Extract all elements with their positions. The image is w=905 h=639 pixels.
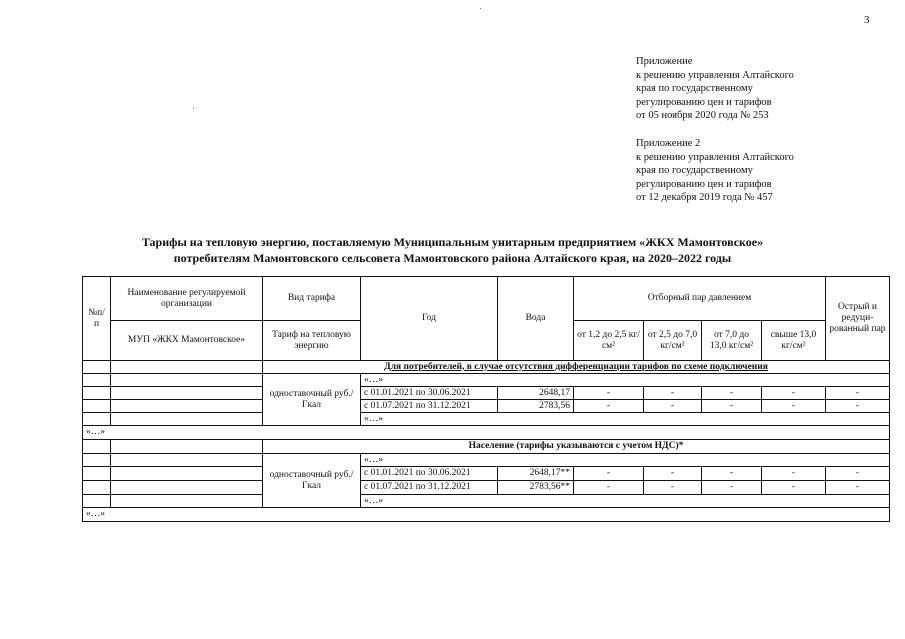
section-2-tariff: одноставочный руб./Гкал bbox=[263, 454, 361, 508]
table-row bbox=[83, 413, 890, 426]
appendix-1-line: края по государственному bbox=[636, 83, 753, 95]
page-number: 3 bbox=[864, 14, 870, 26]
header-pressure-3: от 7,0 до 13,0 кг/см² bbox=[702, 321, 762, 361]
dash-cell: - bbox=[702, 400, 762, 413]
appendix-1-line: регулированию цен и тарифов bbox=[636, 96, 772, 108]
dash-cell: - bbox=[574, 467, 644, 481]
table-row bbox=[83, 440, 890, 454]
document-title bbox=[0, 234, 905, 266]
section-2-ellipsis-top: «…» bbox=[361, 454, 890, 467]
header-water: Вода bbox=[498, 277, 574, 361]
dash-cell: - bbox=[762, 481, 826, 495]
water-cell: 2648,17 bbox=[498, 387, 574, 400]
dash-cell: - bbox=[702, 467, 762, 481]
appendix-2-block bbox=[636, 137, 794, 205]
dash-cell: - bbox=[574, 387, 644, 400]
water-cell: 2648,17** bbox=[498, 467, 574, 481]
table-header-row bbox=[83, 277, 890, 321]
table-row bbox=[83, 400, 890, 413]
scan-speck bbox=[193, 108, 194, 109]
appendix-1-line: Приложение bbox=[636, 56, 693, 67]
appendix-2-line: от 12 декабря 2019 года № 457 bbox=[636, 192, 773, 204]
section-2-ellipsis-bottom: «…» bbox=[361, 495, 890, 508]
table-row bbox=[83, 374, 890, 387]
header-type: Вид тарифа bbox=[263, 277, 361, 321]
title-line: потребителям Мамонтовского сельсовета Мамонтовского района Алтайского края, на 2020–2022 годы bbox=[173, 251, 732, 265]
appendix-2-line: регулированию цен и тарифов bbox=[636, 178, 772, 190]
gap-ellipsis-2: «…» bbox=[83, 508, 890, 522]
water-cell: 2783,56 bbox=[498, 400, 574, 413]
dash-cell: - bbox=[762, 467, 826, 481]
header-org: Наименование регулируемой организации bbox=[111, 277, 263, 321]
section-1-tariff: одноставочный руб./Гкал bbox=[263, 374, 361, 426]
dash-cell: - bbox=[574, 481, 644, 495]
table-row bbox=[83, 495, 890, 508]
dash-cell: - bbox=[644, 467, 702, 481]
scan-speck bbox=[480, 8, 481, 9]
table-row bbox=[83, 454, 890, 467]
title-line: Тарифы на тепловую энергию, поставляемую Муниципальным унитарным предприятием «ЖКХ Мамонтовское» bbox=[141, 235, 764, 249]
section-1-ellipsis-bottom: «…» bbox=[361, 413, 890, 426]
gap-ellipsis-1: «…» bbox=[83, 426, 890, 440]
header-pressure-1: от 1,2 до 2,5 кг/см² bbox=[574, 321, 644, 361]
tariff-kind: Тариф на тепловую энергию bbox=[263, 321, 361, 361]
appendix-2-line: края по государственному bbox=[636, 165, 753, 177]
table-row bbox=[83, 467, 890, 481]
water-cell: 2783,56** bbox=[498, 481, 574, 495]
appendix-1-line: к решению управления Алтайского bbox=[636, 69, 794, 81]
dash-cell: - bbox=[826, 387, 890, 400]
appendix-2-line: Приложение 2 bbox=[636, 138, 701, 149]
dash-cell: - bbox=[644, 481, 702, 495]
dash-cell: - bbox=[762, 387, 826, 400]
dash-cell: - bbox=[702, 387, 762, 400]
dash-cell: - bbox=[702, 481, 762, 495]
dash-cell: - bbox=[762, 400, 826, 413]
appendix-1-line: от 05 ноября 2020 года № 253 bbox=[636, 110, 769, 122]
period-cell: с 01.01.2021 по 30.06.2021 bbox=[361, 467, 498, 481]
table-row bbox=[83, 361, 890, 374]
header-sharp-steam: Острый и редуци-рованный пар bbox=[826, 277, 890, 361]
period-cell: с 01.01.2021 по 30.06.2021 bbox=[361, 387, 498, 400]
appendix-1-block bbox=[636, 55, 794, 123]
period-cell: с 01.07.2021 по 31.12.2021 bbox=[361, 400, 498, 413]
table-row bbox=[83, 481, 890, 495]
table-row bbox=[83, 508, 890, 522]
header-steam: Отборный пар давлением bbox=[574, 277, 826, 321]
table-row bbox=[83, 426, 890, 440]
dash-cell: - bbox=[826, 481, 890, 495]
tariff-table bbox=[82, 276, 890, 522]
table-row bbox=[83, 387, 890, 400]
org-name: МУП «ЖКХ Мамонтовское» bbox=[111, 321, 263, 361]
section-1-ellipsis-top: «…» bbox=[361, 374, 890, 387]
dash-cell: - bbox=[826, 467, 890, 481]
dash-cell: - bbox=[644, 387, 702, 400]
dash-cell: - bbox=[826, 400, 890, 413]
dash-cell: - bbox=[644, 400, 702, 413]
header-num: №п/п bbox=[83, 277, 111, 361]
header-pressure-4: свыше 13,0 кг/см² bbox=[762, 321, 826, 361]
section-2-title: Население (тарифы указываются с учетом НДС)* bbox=[263, 440, 890, 454]
header-pressure-2: от 2,5 до 7,0 кг/см² bbox=[644, 321, 702, 361]
dash-cell: - bbox=[574, 400, 644, 413]
period-cell: с 01.07.2021 по 31.12.2021 bbox=[361, 481, 498, 495]
section-1-title: Для потребителей, в случае отсутствия дифференциации тарифов по схеме подключения bbox=[263, 361, 890, 374]
appendix-2-line: к решению управления Алтайского bbox=[636, 151, 794, 163]
header-year: Год bbox=[361, 277, 498, 361]
